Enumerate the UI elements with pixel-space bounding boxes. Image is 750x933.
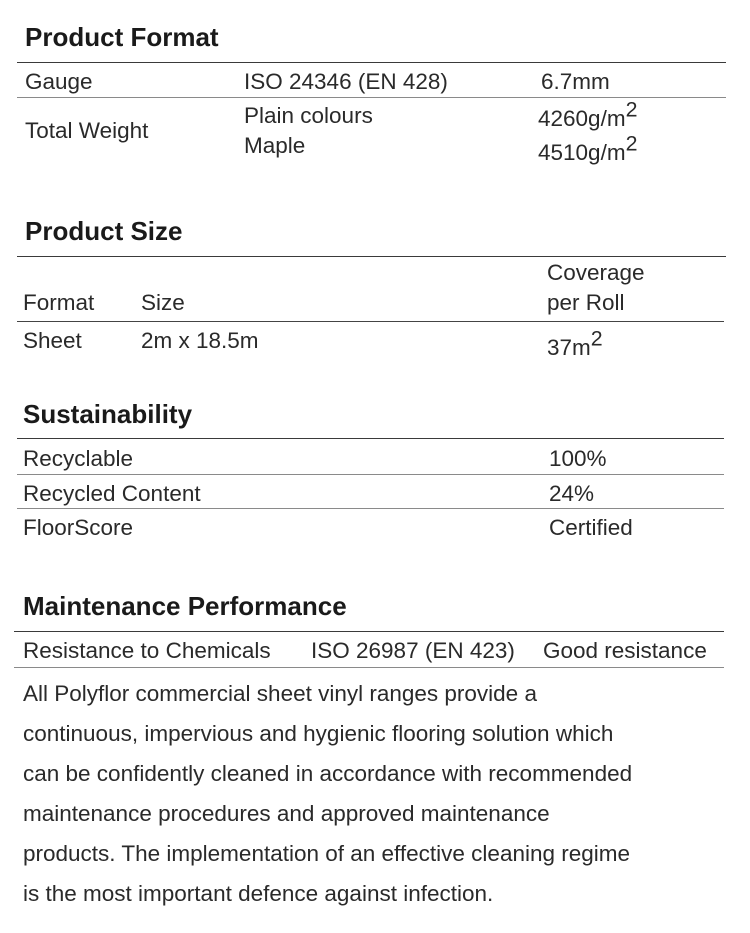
section-divider — [14, 631, 724, 632]
maintenance-paragraph — [23, 674, 723, 914]
chemicals-label: Resistance to Chemicals — [23, 638, 271, 663]
total-weight-label: Total Weight — [25, 118, 149, 143]
coverage-header-line2: per Roll — [547, 290, 625, 315]
paragraph-line: maintenance procedures and approved maintenance — [23, 801, 550, 826]
gauge-label: Gauge — [25, 69, 93, 94]
chemicals-value: Good resistance — [543, 638, 707, 663]
format-header: Format — [23, 290, 95, 315]
sustainability-row-label: Recycled Content — [23, 481, 201, 506]
sustainability-row-value: Certified — [549, 515, 633, 540]
product-size-heading: Product Size — [25, 216, 183, 246]
paragraph-line: continuous, impervious and hygienic flooring solution which — [23, 721, 614, 746]
product-format-heading: Product Format — [25, 22, 219, 52]
sustainability-row-label: Recyclable — [23, 446, 134, 471]
gauge-value: 6.7mm — [541, 69, 610, 94]
total-weight-variant-maple: Maple — [244, 133, 306, 158]
paragraph-line: products. The implementation of an effective cleaning regime — [23, 841, 631, 866]
paragraph-line: can be confidently cleaned in accordance with recommended — [23, 761, 633, 786]
size-row-format: Sheet — [23, 328, 82, 353]
sustainability-heading: Sustainability — [23, 399, 193, 429]
size-header: Size — [141, 290, 185, 315]
size-row-coverage: $37m^2$ — [547, 326, 603, 360]
sustainability-row-value: 100% — [549, 446, 607, 471]
chemicals-standard: ISO 26987 (EN 423) — [311, 638, 515, 663]
maintenance-heading: Maintenance Performance — [23, 591, 347, 621]
row-divider — [14, 667, 724, 668]
section-divider — [17, 438, 724, 439]
gauge-standard: ISO 24346 (EN 428) — [244, 69, 448, 94]
paragraph-line: All Polyflor commercial sheet vinyl ranges provide a — [23, 681, 537, 706]
total-weight-value-maple: $4510g/m^2$ — [538, 131, 638, 165]
coverage-header-line1: Coverage — [547, 260, 645, 285]
row-divider — [17, 474, 724, 475]
total-weight-value-plain: $4260g/m^2$ — [538, 97, 638, 131]
section-divider — [17, 256, 726, 257]
sustainability-row-label: FloorScore — [23, 515, 134, 540]
size-row-size: 2m x 18.5m — [141, 328, 259, 353]
paragraph-line: is the most important defence against infection. — [23, 881, 494, 906]
row-divider — [17, 508, 724, 509]
sustainability-row-value: 24% — [549, 481, 595, 506]
row-divider — [17, 97, 726, 98]
total-weight-variant-plain: Plain colours — [244, 103, 373, 128]
row-divider — [17, 321, 724, 322]
section-divider — [17, 62, 726, 63]
